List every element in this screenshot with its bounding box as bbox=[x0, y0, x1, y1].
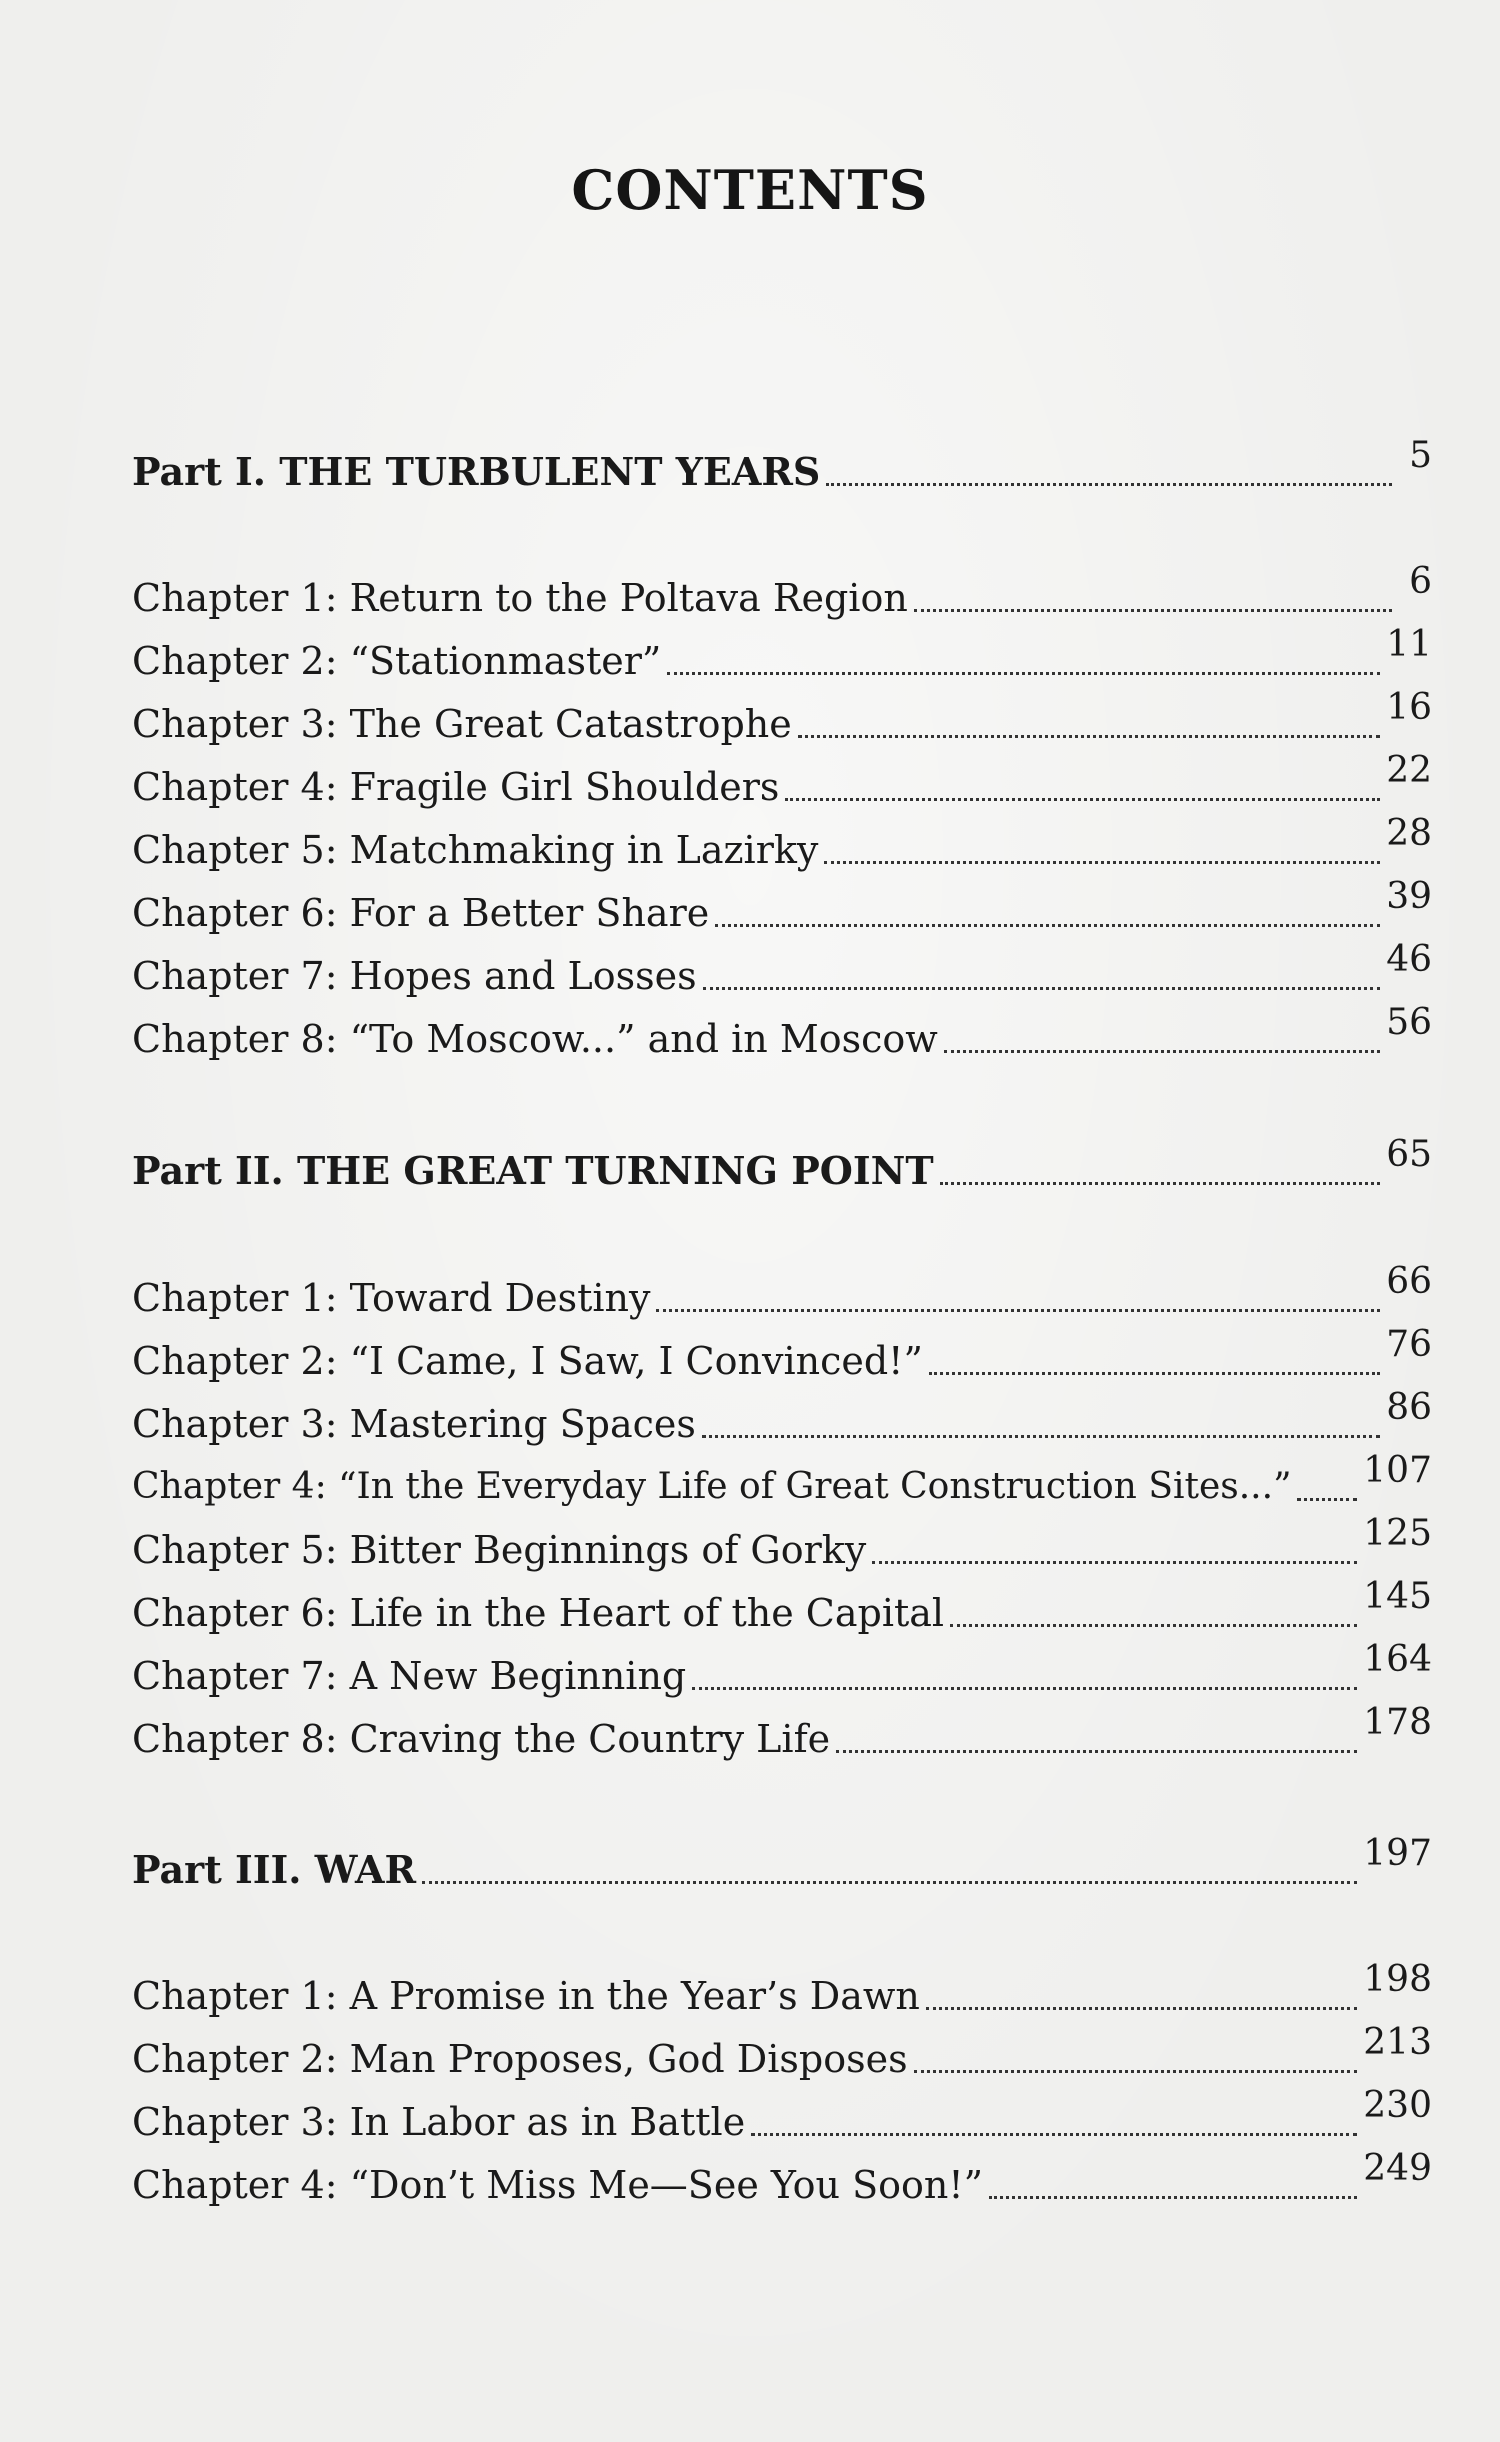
dot-leader bbox=[751, 2133, 1357, 2136]
dot-leader bbox=[667, 672, 1380, 675]
page-number: 164 bbox=[1363, 1639, 1432, 1680]
dot-leader bbox=[422, 1881, 1357, 1884]
chapter-title: Chapter 5: Bitter Beginnings of Gorky bbox=[132, 1528, 867, 1572]
chapter-title: Chapter 4: “Don’t Miss Me—See You Soon!” bbox=[132, 2163, 984, 2207]
chapter-title: Chapter 8: Craving the Country Life bbox=[132, 1717, 831, 1761]
dot-leader bbox=[785, 798, 1380, 801]
dot-leader bbox=[872, 1561, 1357, 1564]
part-title: Part I. THE TURBULENT YEARS bbox=[132, 449, 821, 494]
page-number: 46 bbox=[1386, 939, 1432, 980]
toc-chapter-entry bbox=[132, 1959, 1432, 2024]
toc-chapter-entry bbox=[132, 2085, 1432, 2150]
dot-leader bbox=[1297, 1498, 1357, 1501]
page-number: 28 bbox=[1386, 813, 1432, 854]
chapter-title: Chapter 3: Mastering Spaces bbox=[132, 1402, 696, 1446]
chapter-title: Chapter 2: “Stationmaster” bbox=[132, 639, 662, 683]
chapter-title: Chapter 4: “In the Everyday Life of Great Construction Sites...” bbox=[132, 1466, 1292, 1507]
toc-chapter-entry bbox=[132, 750, 1432, 815]
page-number: 145 bbox=[1363, 1576, 1432, 1617]
page-number: 56 bbox=[1386, 1002, 1432, 1043]
chapter-title: Chapter 6: For a Better Share bbox=[132, 891, 710, 935]
chapter-title: Chapter 2: “I Came, I Saw, I Convinced!” bbox=[132, 1339, 923, 1383]
page-number: 178 bbox=[1363, 1702, 1432, 1743]
dot-leader bbox=[798, 735, 1380, 738]
page-number: 65 bbox=[1386, 1134, 1432, 1175]
page-number: 22 bbox=[1386, 750, 1432, 791]
part-title: Part II. THE GREAT TURNING POINT bbox=[132, 1148, 934, 1193]
page-number: 107 bbox=[1363, 1450, 1432, 1491]
toc-chapter-entry bbox=[132, 2022, 1432, 2087]
toc-chapter-entry bbox=[132, 1576, 1432, 1641]
toc-chapter-entry bbox=[132, 1261, 1432, 1326]
page-number: 76 bbox=[1386, 1324, 1432, 1365]
chapter-title: Chapter 3: In Labor as in Battle bbox=[132, 2100, 746, 2144]
page-number: 5 bbox=[1409, 435, 1432, 476]
page-number: 125 bbox=[1363, 1513, 1432, 1554]
toc-chapter-entry bbox=[132, 1702, 1432, 1767]
page-number: 249 bbox=[1363, 2148, 1432, 2189]
dot-leader bbox=[824, 861, 1380, 864]
toc-chapter-entry bbox=[132, 624, 1432, 689]
chapter-title: Chapter 2: Man Proposes, God Disposes bbox=[132, 2037, 908, 2081]
page-number: 197 bbox=[1363, 1833, 1432, 1874]
dot-leader bbox=[914, 2070, 1358, 2073]
page-number: 198 bbox=[1363, 1959, 1432, 2000]
toc-chapter-entry bbox=[132, 813, 1432, 878]
chapter-title: Chapter 5: Matchmaking in Lazirky bbox=[132, 828, 819, 872]
dot-leader bbox=[702, 1435, 1380, 1438]
page-number: 86 bbox=[1386, 1387, 1432, 1428]
page-number: 39 bbox=[1386, 876, 1432, 917]
dot-leader bbox=[940, 1182, 1381, 1185]
toc-chapter-entry bbox=[132, 687, 1432, 752]
page-title: CONTENTS bbox=[571, 158, 929, 222]
toc-chapter-entry bbox=[132, 1450, 1432, 1515]
toc-chapter-entry bbox=[132, 1387, 1432, 1452]
chapter-title: Chapter 3: The Great Catastrophe bbox=[132, 702, 792, 746]
part-title: Part III. WAR bbox=[132, 1847, 417, 1892]
dot-leader bbox=[836, 1750, 1357, 1753]
chapter-title: Chapter 7: A New Beginning bbox=[132, 1654, 687, 1698]
dot-leader bbox=[692, 1687, 1357, 1690]
chapter-title: Chapter 4: Fragile Girl Shoulders bbox=[132, 765, 780, 809]
toc-chapter-entry bbox=[132, 1324, 1432, 1389]
toc-chapter-entry bbox=[132, 876, 1432, 941]
toc-part-entry bbox=[132, 1833, 1432, 1898]
dot-leader bbox=[926, 2007, 1357, 2010]
page-number: 213 bbox=[1363, 2022, 1432, 2063]
dot-leader bbox=[929, 1372, 1380, 1375]
chapter-title: Chapter 8: “To Moscow...” and in Moscow bbox=[132, 1017, 938, 1061]
page-number: 16 bbox=[1386, 687, 1432, 728]
toc-chapter-entry bbox=[132, 939, 1432, 1004]
dot-leader bbox=[944, 1050, 1380, 1053]
chapter-title: Chapter 1: Toward Destiny bbox=[132, 1276, 651, 1320]
page-number: 230 bbox=[1363, 2085, 1432, 2126]
chapter-title: Chapter 7: Hopes and Losses bbox=[132, 954, 697, 998]
toc-chapter-entry bbox=[132, 1513, 1432, 1578]
toc-part-entry bbox=[132, 1134, 1432, 1199]
dot-leader bbox=[826, 483, 1392, 486]
page-number: 6 bbox=[1409, 561, 1432, 602]
dot-leader bbox=[703, 987, 1381, 990]
dot-leader bbox=[989, 2196, 1357, 2199]
toc-chapter-entry bbox=[132, 2148, 1432, 2213]
chapter-title: Chapter 1: A Promise in the Year’s Dawn bbox=[132, 1974, 920, 2018]
dot-leader bbox=[950, 1624, 1357, 1627]
page-number: 11 bbox=[1386, 624, 1432, 665]
toc-part-entry bbox=[132, 435, 1432, 500]
page-number: 66 bbox=[1386, 1261, 1432, 1302]
chapter-title: Chapter 6: Life in the Heart of the Capital bbox=[132, 1591, 945, 1635]
dot-leader bbox=[914, 609, 1392, 612]
chapter-title: Chapter 1: Return to the Poltava Region bbox=[132, 576, 908, 620]
toc-chapter-entry bbox=[132, 1002, 1432, 1067]
toc-chapter-entry bbox=[132, 1639, 1432, 1704]
dot-leader bbox=[715, 924, 1380, 927]
dot-leader bbox=[656, 1309, 1380, 1312]
toc-chapter-entry bbox=[132, 561, 1432, 626]
